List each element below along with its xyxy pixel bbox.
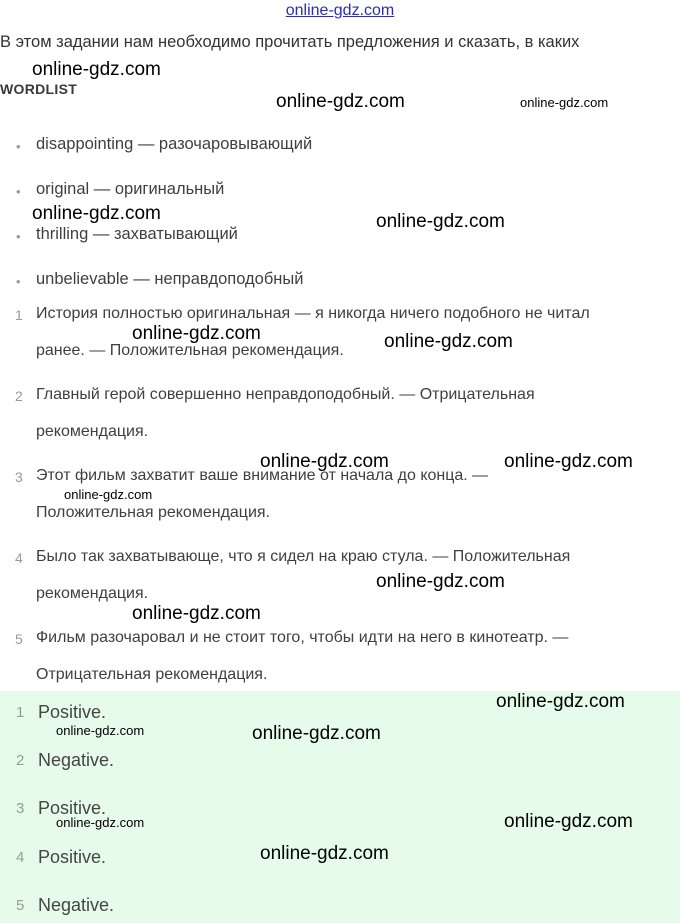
bullet-icon: • xyxy=(16,274,21,289)
sentence-line: Этот фильм захватит ваше внимание от начала до конца. — xyxy=(36,467,489,484)
watermark: online-gdz.com xyxy=(252,723,381,744)
watermark: online-gdz.com xyxy=(260,843,389,864)
answer-text: Negative. xyxy=(38,750,115,770)
wordlist-item: disappointing — разочаровывающий xyxy=(36,135,313,153)
item-number: 5 xyxy=(15,631,23,647)
answer-text: Positive. xyxy=(38,847,107,867)
watermark: online-gdz.com xyxy=(496,691,625,712)
item-number: 2 xyxy=(15,388,23,404)
watermark: online-gdz.com xyxy=(520,95,609,110)
watermark: online-gdz.com xyxy=(376,211,505,232)
watermark: online-gdz.com xyxy=(32,59,161,80)
item-number: 3 xyxy=(15,469,23,485)
answer-number: 4 xyxy=(16,849,25,866)
item-number: 1 xyxy=(15,307,23,323)
sentence-line: рекомендация. xyxy=(36,585,149,602)
watermark: online-gdz.com xyxy=(504,451,633,472)
sentence-line: ранее. — Положительная рекомендация. xyxy=(36,342,344,359)
wordlist-title: WORDLIST xyxy=(0,81,78,97)
wordlist-item: thrilling — захватывающий xyxy=(36,225,238,243)
item-number: 4 xyxy=(15,550,23,566)
bullet-icon: • xyxy=(16,184,21,199)
sentence-line: Главный герой совершенно неправдоподобный. — Отрицательная xyxy=(36,386,535,403)
answer-text: Positive. xyxy=(38,798,107,818)
watermark: online-gdz.com xyxy=(276,91,405,112)
answer-text: Positive. xyxy=(38,702,107,722)
answer-number: 2 xyxy=(16,752,25,769)
wordlist-item: unbelievable — неправдоподобный xyxy=(36,270,304,288)
sentence-line: Положительная рекомендация. xyxy=(36,504,271,521)
sentence-line: Фильм разочаровал и не стоит того, чтобы идти на него в кинотеатр. — xyxy=(36,629,569,646)
answer-number: 5 xyxy=(16,897,25,914)
header-site-link[interactable]: online-gdz.com xyxy=(285,2,395,19)
sentence-line: История полностью оригинальная — я никогда ничего подобного не читал xyxy=(36,305,590,322)
watermark: online-gdz.com xyxy=(132,323,261,344)
watermark: online-gdz.com xyxy=(132,603,261,624)
wordlist-item: original — оригинальный xyxy=(36,180,225,198)
watermark: online-gdz.com xyxy=(56,723,145,738)
answer-number: 1 xyxy=(16,704,25,721)
answer-number: 3 xyxy=(16,800,25,817)
watermark: online-gdz.com xyxy=(56,815,145,830)
sentence-line: Отрицательная рекомендация. xyxy=(36,666,268,683)
intro-text: В этом задании нам необходимо прочитать предложения и сказать, в каких xyxy=(0,33,580,51)
watermark: online-gdz.com xyxy=(376,571,505,592)
watermark: online-gdz.com xyxy=(260,451,389,472)
watermark: online-gdz.com xyxy=(504,811,633,832)
bullet-icon: • xyxy=(16,139,21,154)
watermark: online-gdz.com xyxy=(32,203,161,224)
sentence-line: рекомендация. xyxy=(36,423,149,440)
watermark: online-gdz.com xyxy=(64,487,153,502)
sentence-line: Было так захватывающе, что я сидел на краю стула. — Положительная xyxy=(36,548,571,565)
bullet-icon: • xyxy=(16,229,21,244)
watermark: online-gdz.com xyxy=(384,331,513,352)
answer-text: Negative. xyxy=(38,895,115,915)
